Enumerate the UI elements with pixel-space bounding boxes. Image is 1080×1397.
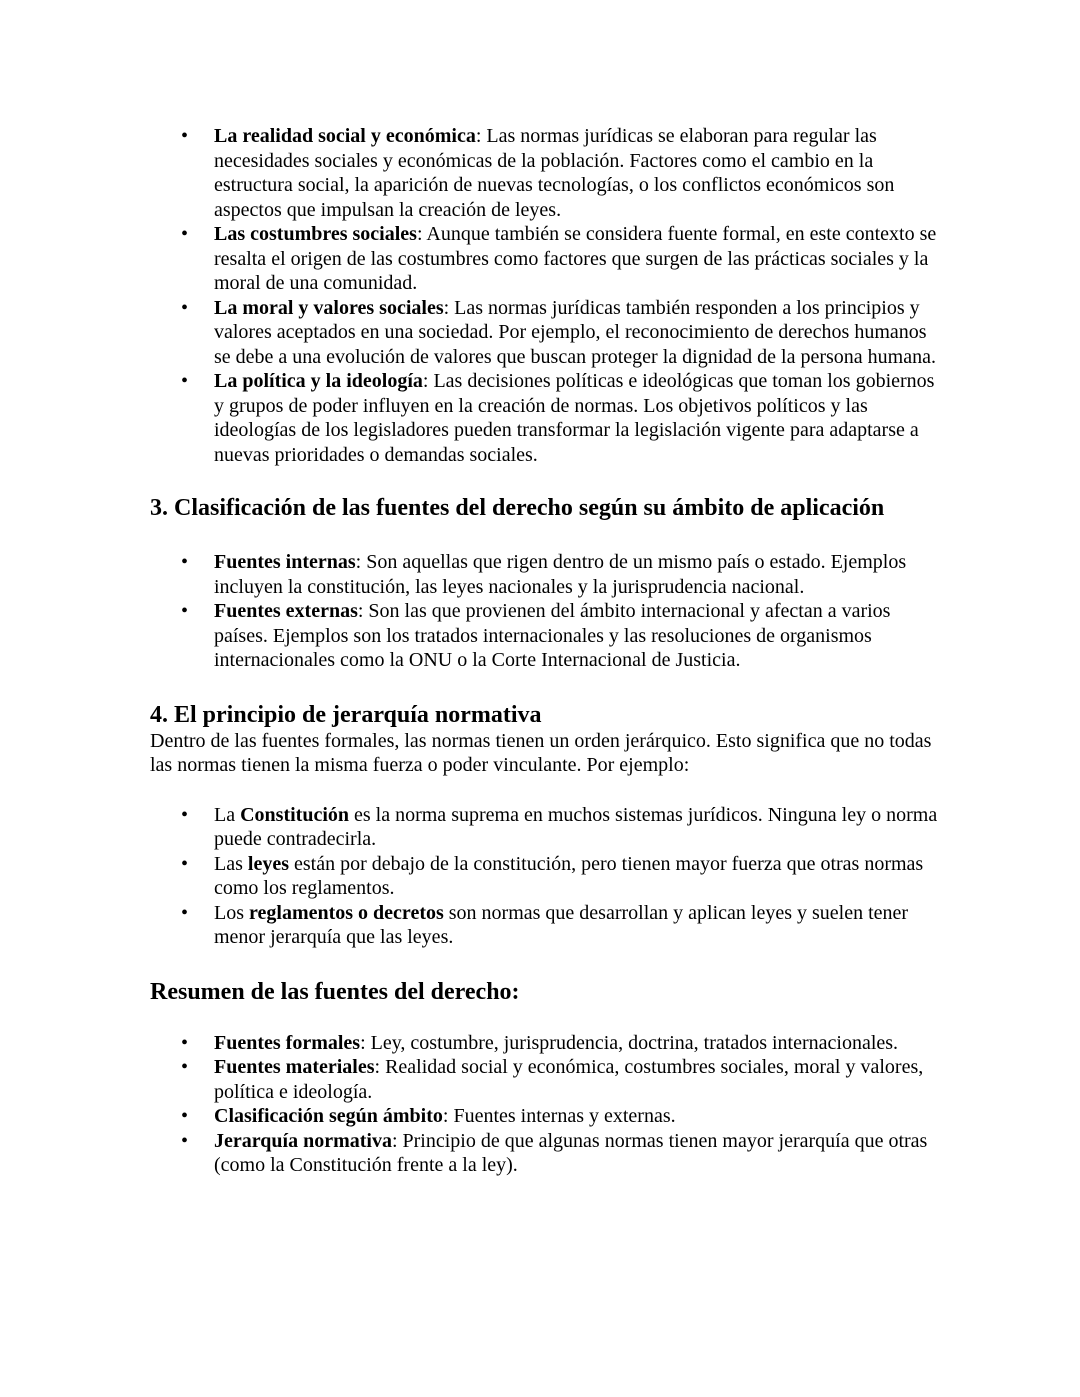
list-item: • Fuentes internas: Son aquellas que rigen dentro de un mismo país o estado. Ejemplos incluyen la constitución, las leyes nacionales y la jurisprudencia nacional. — [214, 550, 940, 599]
list-item: • Fuentes materiales: Realidad social y económica, costumbres sociales, moral y valores, política e ideología. — [214, 1055, 940, 1104]
scope-classification-list — [150, 550, 940, 673]
list-item: • Fuentes formales: Ley, costumbre, jurisprudencia, doctrina, tratados internacionales. — [214, 1031, 940, 1056]
list-item: • Las leyes están por debajo de la constitución, pero tienen mayor fuerza que otras normas como los reglamentos. — [214, 852, 940, 901]
summary-heading: Resumen de las fuentes del derecho: — [150, 978, 520, 1005]
list-item: • La realidad social y económica: Las normas jurídicas se elaboran para regular las necesidades sociales y económicas de la población. Factores como el cambio en la estructura social, la aparición de nuevas tecnologías, o los conflictos económicos son aspectos que impulsan la creación de leyes. — [214, 124, 940, 222]
hierarchy-list — [150, 803, 940, 950]
summary-list — [150, 1031, 940, 1178]
section-3-heading: 3. Clasificación de las fuentes del derecho según su ámbito de aplicación — [150, 495, 885, 521]
list-item: • Clasificación según ámbito: Fuentes internas y externas. — [214, 1104, 940, 1129]
material-sources-list — [150, 124, 940, 467]
list-item: • La Constitución es la norma suprema en muchos sistemas jurídicos. Ninguna ley o norma puede contradecirla. — [214, 803, 940, 852]
list-item: • Las costumbres sociales: Aunque también se considera fuente formal, en este contexto se resalta el origen de las costumbres como factores que surgen de las prácticas sociales y la moral de una comunidad. — [214, 222, 940, 296]
section-4-paragraph: Dentro de las fuentes formales, las normas tienen un orden jerárquico. Esto significa que no todas las normas tienen la misma fuerza o poder vinculante. Por ejemplo: — [150, 729, 932, 776]
list-item: • Jerarquía normativa: Principio de que algunas normas tienen mayor jerarquía que otras (como la Constitución frente a la ley). — [214, 1129, 940, 1178]
section-4-heading: 4. El principio de jerarquía normativa — [150, 701, 542, 728]
list-item: • Los reglamentos o decretos son normas que desarrollan y aplican leyes y suelen tener menor jerarquía que las leyes. — [214, 901, 940, 950]
list-item: • La moral y valores sociales: Las normas jurídicas también responden a los principios y valores aceptados en una sociedad. Por ejemplo, el reconocimiento de derechos humanos se debe a una evolución de valores que buscan proteger la dignidad de la persona humana. — [214, 296, 940, 370]
list-item: • Fuentes externas: Son las que provienen del ámbito internacional y afectan a varios países. Ejemplos son los tratados internacionales y las resoluciones de organismos internacionales como la ONU o la Corte Internacional de Justicia. — [214, 599, 940, 673]
list-item: • La política y la ideología: Las decisiones políticas e ideológicas que toman los gobiernos y grupos de poder influyen en la creación de normas. Los objetivos políticos y las ideologías de los legisladores pueden transformar la legislación vigente para adaptarse a nuevas prioridades o demandas sociales. — [214, 369, 940, 467]
